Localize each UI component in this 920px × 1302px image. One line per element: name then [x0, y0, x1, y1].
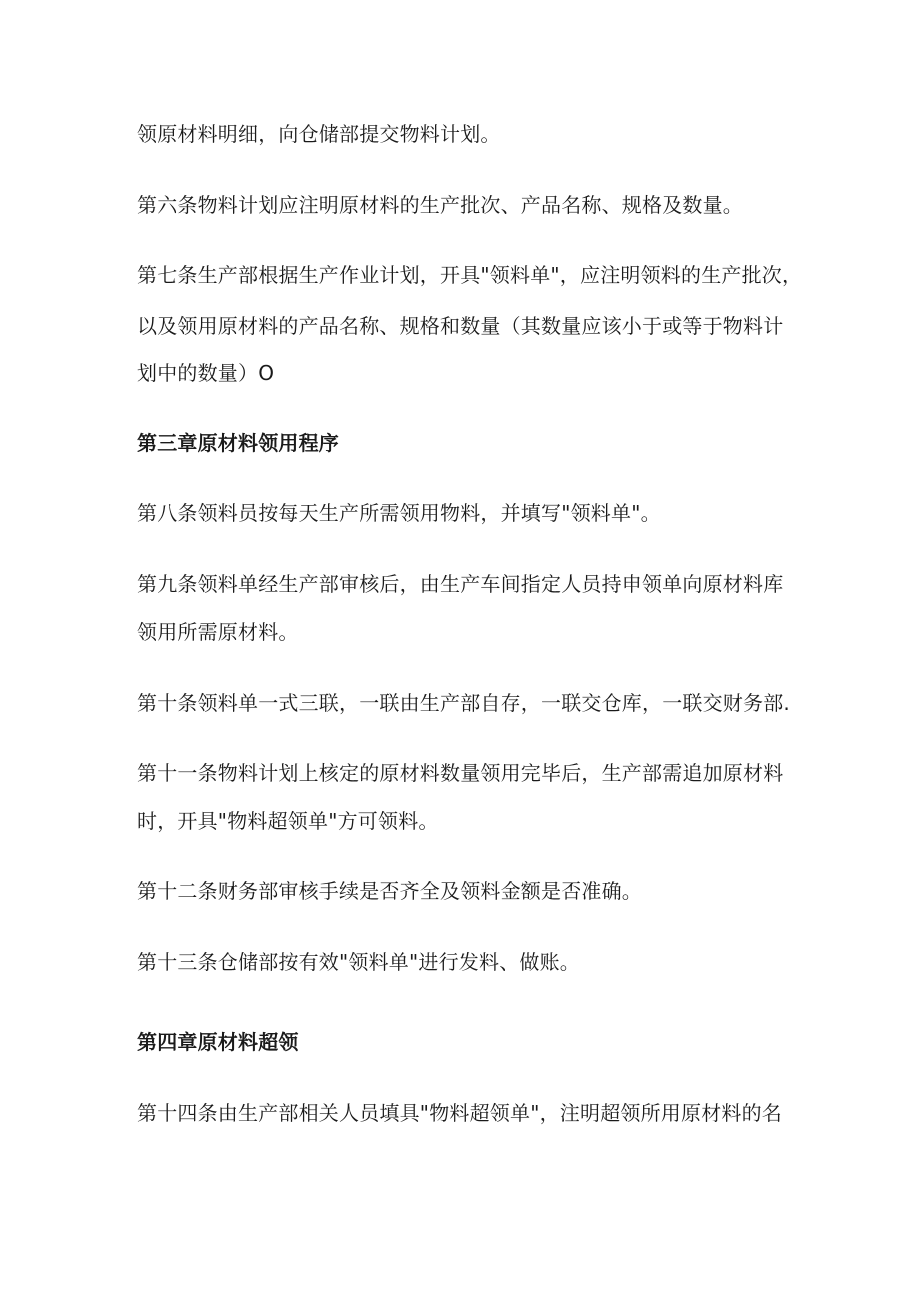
article-7-line-1: 第七条生产部根据生产作业计划，开具"领料单"，应注明领料的生产批次， — [137, 263, 803, 287]
article-9-line-2: 领用所需原材料。 — [137, 620, 299, 644]
article-11-line-1: 第十一条物料计划上核定的原材料数量领用完毕后，生产部需追加原材料 — [137, 761, 784, 785]
article-13: 第十三条仓储部按有效"领料单"进行发料、做账。 — [137, 950, 580, 974]
article-8: 第八条领料员按每天生产所需领用物料，并填写"领料单"。 — [137, 501, 661, 525]
article-6: 第六条物料计划应注明原材料的生产批次、产品名称、规格及数量。 — [137, 193, 743, 217]
chapter-4-heading: 第四章原材料超领 — [137, 1030, 299, 1054]
article-11-line-2: 时，开具"物料超领单"方可领料。 — [137, 809, 439, 833]
article-12: 第十二条财务部审核手续是否齐全及领料金额是否准确。 — [137, 879, 642, 903]
article-14-line-1: 第十四条由生产部相关人员填具"物料超领单"，注明超领所用原材料的名 — [137, 1101, 782, 1125]
article-9-line-1: 第九条领料单经生产部审核后，由生产车间指定人员持申领单向原材料库 — [137, 572, 784, 596]
article-7-line-3: 划中的数量）O — [137, 361, 275, 385]
chapter-3-heading: 第三章原材料领用程序 — [137, 431, 339, 455]
text-line-1: 领原材料明细，向仓储部提交物料计划。 — [137, 122, 501, 146]
article-7-line-2: 以及领用原材料的产品名称、规格和数量（其数量应该小于或等于物料计 — [137, 314, 784, 338]
article-10: 第十条领料单一式三联，一联由生产部自存，一联交仓库，一联交财务部. — [137, 691, 790, 715]
